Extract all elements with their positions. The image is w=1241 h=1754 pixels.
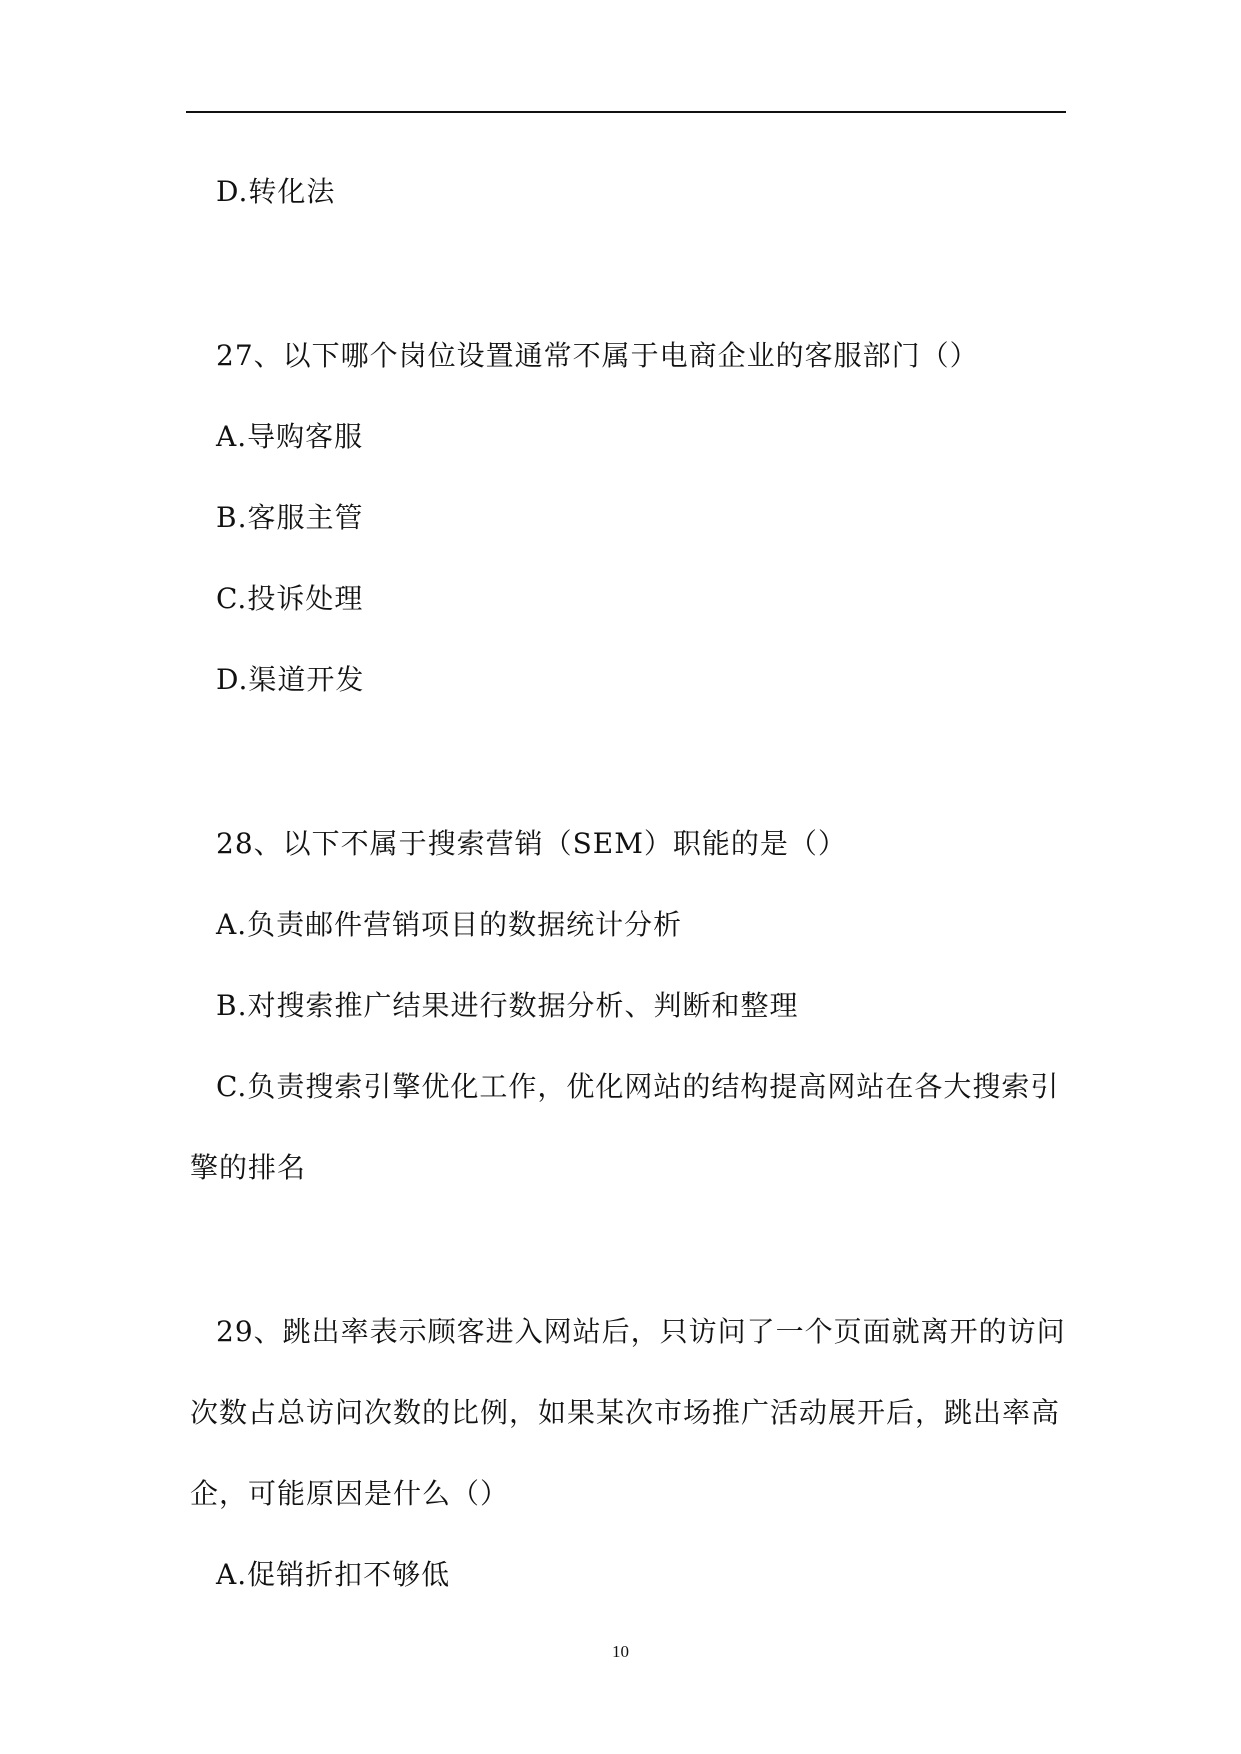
q29-option-a: A.促销折扣不够低 [216, 1558, 451, 1591]
q28-option-b: B.对搜索推广结果进行数据分析、判断和整理 [216, 989, 799, 1022]
q28-question: 28、以下不属于搜索营销（SEM）职能的是（） [216, 827, 847, 860]
page-number: 10 [612, 1642, 629, 1661]
q28-option-c: C.负责搜索引擎优化工作，优化网站的结构提高网站在各大搜索引 [216, 1070, 1060, 1103]
q29-question-line-3: 企，可能原因是什么（） [190, 1477, 510, 1510]
q27-option-a: A.导购客服 [216, 420, 364, 453]
header-rule [186, 111, 1066, 113]
q29-question: 29、跳出率表示顾客进入网站后，只访问了一个页面就离开的访问 [216, 1315, 1066, 1348]
q27-option-d: D.渠道开发 [216, 663, 365, 696]
q27-option-b: B.客服主管 [216, 501, 364, 534]
q26-option-d: D.转化法 [216, 175, 336, 208]
q27-option-c: C.投诉处理 [216, 582, 364, 615]
q29-question-line-2: 次数占总访问次数的比例，如果某次市场推广活动展开后，跳出率高 [190, 1396, 1061, 1429]
q27-question: 27、以下哪个岗位设置通常不属于电商企业的客服部门（） [216, 339, 979, 372]
q28-option-c-continued: 擎的排名 [190, 1151, 307, 1184]
q28-option-a: A.负责邮件营销项目的数据统计分析 [216, 908, 683, 941]
